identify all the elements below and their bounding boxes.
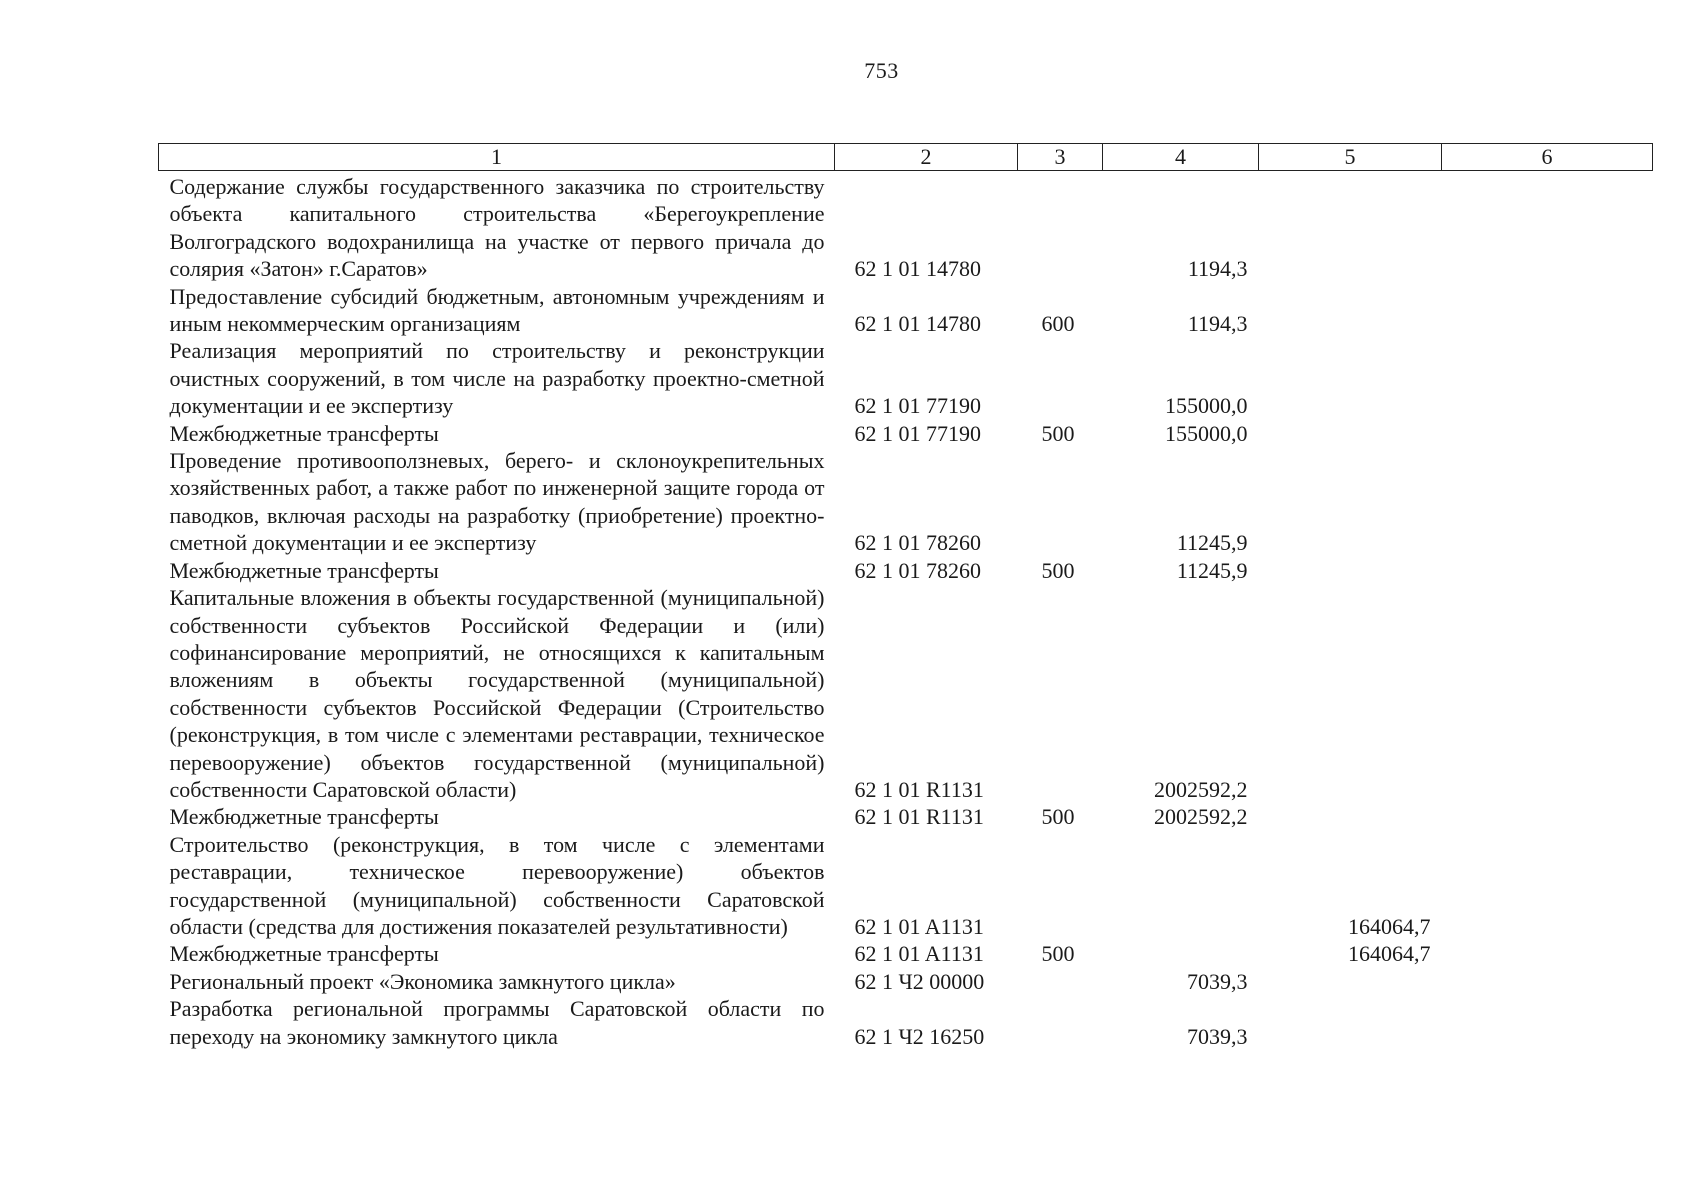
row-name: Содержание службы государственного заказчика по строительству объекта капитального строительства «Берегоукрепление Волгоградского водохранилища на участке от первого причала до солярия «Затон» г.Саратов» (169, 174, 825, 282)
table-row (159, 557, 1653, 584)
row-expense-type (1018, 584, 1103, 803)
row-expense-type: 500 (1041, 557, 1075, 583)
row-amount-col6 (1442, 803, 1653, 830)
column-header-2: 2 (835, 144, 1018, 171)
row-code: 62 1 Ч2 00000 (854, 968, 985, 994)
row-amount-col4: 7039,3 (1187, 968, 1248, 994)
row-amount-col5 (1259, 803, 1442, 830)
row-amount-col4: 1194,3 (1187, 256, 1248, 282)
table-row (159, 995, 1653, 1050)
row-expense-type (1018, 171, 1103, 283)
table-row (159, 283, 1653, 338)
row-code: 62 1 Ч2 16250 (854, 1023, 985, 1049)
table-row (159, 940, 1653, 967)
row-amount-col4: 11245,9 (1176, 530, 1248, 556)
row-amount-col6 (1442, 447, 1653, 557)
row-code: 62 1 01 A1131 (854, 941, 984, 967)
column-header-6: 6 (1442, 144, 1653, 171)
table-header (159, 144, 1653, 171)
row-amount-col4 (1103, 831, 1259, 941)
row-code: 62 1 01 R1131 (854, 776, 984, 802)
row-code: 62 1 01 77190 (854, 420, 981, 446)
row-name: Капитальные вложения в объекты государственной (муниципальной) собственности субъектов Российской Федерации и (или) софинансирование мероприятий, не относящихся к капитальным вложениям в объекты государственной (муниципальной) собственности субъектов Российской Федерации (Строительство (реконструкция, в том числе с элементами реставрации, техническое перевооружение) объектов государственной (муниципальной) собственности Саратовской области) (169, 585, 825, 802)
row-name: Строительство (реконструкция, в том числе с элементами реставрации, техническое перевооружение) объектов государственной (муниципальной) собственности Саратовской области (средства для достижения показателей результативности) (169, 831, 825, 939)
row-amount-col6 (1442, 420, 1653, 447)
row-expense-type (1018, 337, 1103, 419)
row-amount-col5 (1259, 584, 1442, 803)
row-code: 62 1 01 A1131 (854, 913, 984, 939)
row-code: 62 1 01 78260 (854, 557, 981, 583)
row-name: Межбюджетные трансферты (169, 941, 439, 967)
row-name: Реализация мероприятий по строительству и реконструкции очистных сооружений, в том числе на разработку проектно-сметной документации и ее экспертизу (169, 338, 825, 419)
row-amount-col5: 164064,7 (1348, 941, 1431, 967)
row-code: 62 1 01 77190 (854, 393, 981, 419)
row-amount-col6 (1442, 584, 1653, 803)
row-amount-col4: 11245,9 (1176, 557, 1248, 583)
row-amount-col6 (1442, 283, 1653, 338)
row-expense-type (1018, 968, 1103, 995)
row-name: Межбюджетные трансферты (169, 804, 439, 830)
row-amount-col4: 155000,0 (1165, 393, 1248, 419)
table-row (159, 171, 1653, 283)
table-row (159, 447, 1653, 557)
column-header-4: 4 (1103, 144, 1259, 171)
row-amount-col4: 1194,3 (1187, 311, 1248, 337)
row-amount-col5 (1259, 557, 1442, 584)
row-amount-col6 (1442, 171, 1653, 283)
row-name: Проведение противооползневых, берего- и склоноукрепительных хозяйственных работ, а также работ по инженерной защите города от паводков, включая расходы на разработку (приобретение) проектно-сметной документации и ее экспертизу (169, 448, 825, 556)
row-name: Межбюджетные трансферты (169, 557, 439, 583)
row-expense-type: 600 (1041, 311, 1075, 337)
row-amount-col4: 155000,0 (1165, 420, 1248, 446)
row-amount-col5 (1259, 995, 1442, 1050)
row-name: Предоставление субсидий бюджетным, автономным учреждениям и иным некоммерческим организациям (169, 283, 825, 337)
row-code: 62 1 01 14780 (854, 311, 981, 337)
row-amount-col5 (1259, 171, 1442, 283)
row-amount-col5 (1259, 968, 1442, 995)
page-number: 753 (864, 58, 899, 83)
table-row (159, 831, 1653, 941)
row-amount-col6 (1442, 831, 1653, 941)
row-amount-col4: 7039,3 (1187, 1023, 1248, 1049)
row-expense-type (1018, 447, 1103, 557)
table-header-row (159, 144, 1653, 171)
row-amount-col4 (1103, 940, 1259, 967)
table-row (159, 420, 1653, 447)
row-amount-col5 (1259, 447, 1442, 557)
row-amount-col6 (1442, 940, 1653, 967)
row-expense-type (1018, 831, 1103, 941)
row-code: 62 1 01 78260 (854, 530, 981, 556)
row-name: Разработка региональной программы Саратовской области по переходу на экономику замкнутого цикла (169, 996, 825, 1049)
row-expense-type: 500 (1041, 941, 1075, 967)
column-header-5: 5 (1259, 144, 1442, 171)
row-amount-col5 (1259, 283, 1442, 338)
row-code: 62 1 01 14780 (854, 256, 981, 282)
column-header-3: 3 (1018, 144, 1103, 171)
column-header-1: 1 (159, 144, 835, 171)
table-body (159, 171, 1653, 1051)
row-amount-col6 (1442, 995, 1653, 1050)
table-row (159, 803, 1653, 830)
row-expense-type: 500 (1041, 804, 1075, 830)
budget-table (158, 143, 1653, 1050)
row-name: Региональный проект «Экономика замкнутого цикла» (169, 968, 676, 994)
table-row (159, 584, 1653, 803)
row-amount-col4: 2002592,2 (1154, 776, 1248, 802)
row-amount-col6 (1442, 557, 1653, 584)
row-amount-col4: 2002592,2 (1154, 804, 1248, 830)
row-amount-col5: 164064,7 (1348, 913, 1431, 939)
row-expense-type (1018, 995, 1103, 1050)
row-amount-col5 (1259, 420, 1442, 447)
table-row (159, 968, 1653, 995)
row-amount-col5 (1259, 337, 1442, 419)
row-amount-col6 (1442, 337, 1653, 419)
row-code: 62 1 01 R1131 (854, 804, 984, 830)
row-name: Межбюджетные трансферты (169, 420, 439, 446)
row-amount-col6 (1442, 968, 1653, 995)
row-expense-type: 500 (1041, 420, 1075, 446)
table-row (159, 337, 1653, 419)
